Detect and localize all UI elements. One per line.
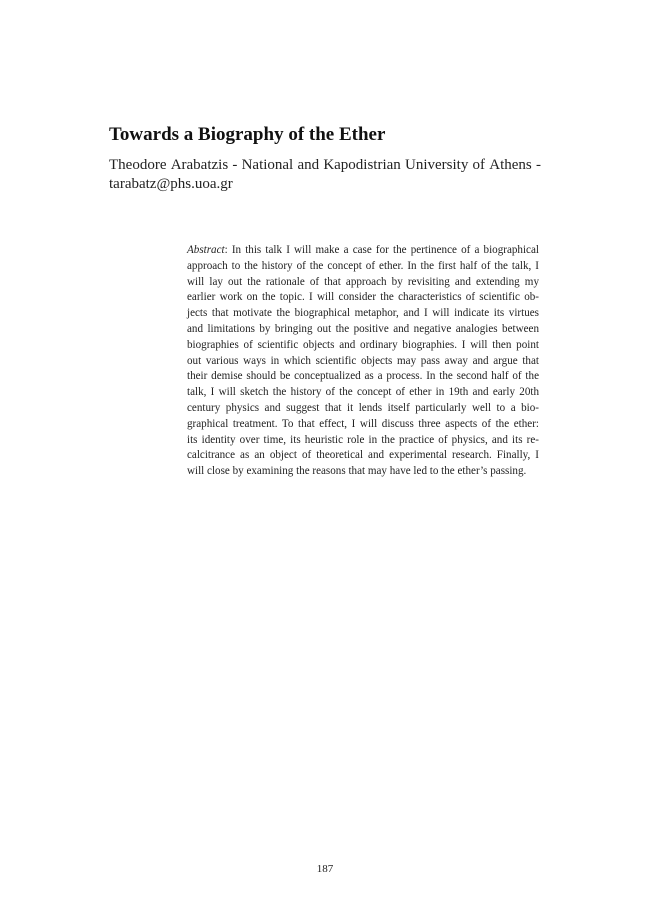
author-word: of [472, 157, 486, 173]
abstract-line: century physics and suggest that it lends itself particularly well to a bio- [187, 401, 539, 414]
abstract-line: talk, I will sketch the history of the concept of ether in 19th and early 20th [187, 386, 539, 399]
abstract-line: graphical treatment. To that effect, I will discuss three aspects of the ether: [187, 417, 539, 430]
author-word: - [232, 157, 238, 173]
abstract-line: Abstract: In this talk I will make a case for the pertinence of a biographical [187, 244, 539, 256]
abstract-line: earlier work on the topic. I will consider the characteristics of scientific ob- [187, 291, 539, 304]
author-word: Athens [489, 157, 532, 173]
abstract-line: and limitations by bringing out the positive and negative analogies between [187, 322, 539, 335]
author-word: and [297, 157, 320, 173]
abstract-line: their demise should be conceptualized as a process. In the second half of the [187, 370, 539, 383]
abstract-line: biographies of scientific objects and ordinary biographies. I will then point [187, 338, 539, 351]
paper-title: Towards a Biography of the Ether [109, 124, 386, 145]
abstract-line: will lay out the rationale of that approach by revisiting and extending my [187, 275, 539, 288]
page-number: 187 [316, 863, 334, 875]
abstract-line: calcitrance as an object of theoretical and experimental research. Finally, I [187, 449, 539, 462]
author-word: Kapodistrian [323, 157, 401, 173]
abstract-line: jects that motivate the biographical metaphor, and I will indicate its virtues [187, 307, 539, 320]
author-word: National [241, 157, 294, 173]
author-word: University [405, 157, 469, 173]
abstract-line: out various ways in which scientific objects may pass away and argue that [187, 354, 539, 367]
author-email: tarabatz@phs.uoa.gr [109, 176, 233, 192]
author-word: Theodore [109, 157, 167, 173]
abstract-line: its identity over time, its heuristic role in the practice of physics, and its re- [187, 433, 539, 446]
author-word: - [535, 157, 541, 173]
abstract-paragraph [187, 243, 539, 480]
abstract-line: will close by examining the reasons that may have led to the ether’s passing. [187, 465, 527, 478]
author-word: Arabatzis [170, 157, 229, 173]
abstract-line: approach to the history of the concept of ether. In the first half of the talk, I [187, 259, 539, 272]
abstract-label: Abstract [187, 244, 225, 256]
author-affiliation-line [109, 156, 541, 175]
